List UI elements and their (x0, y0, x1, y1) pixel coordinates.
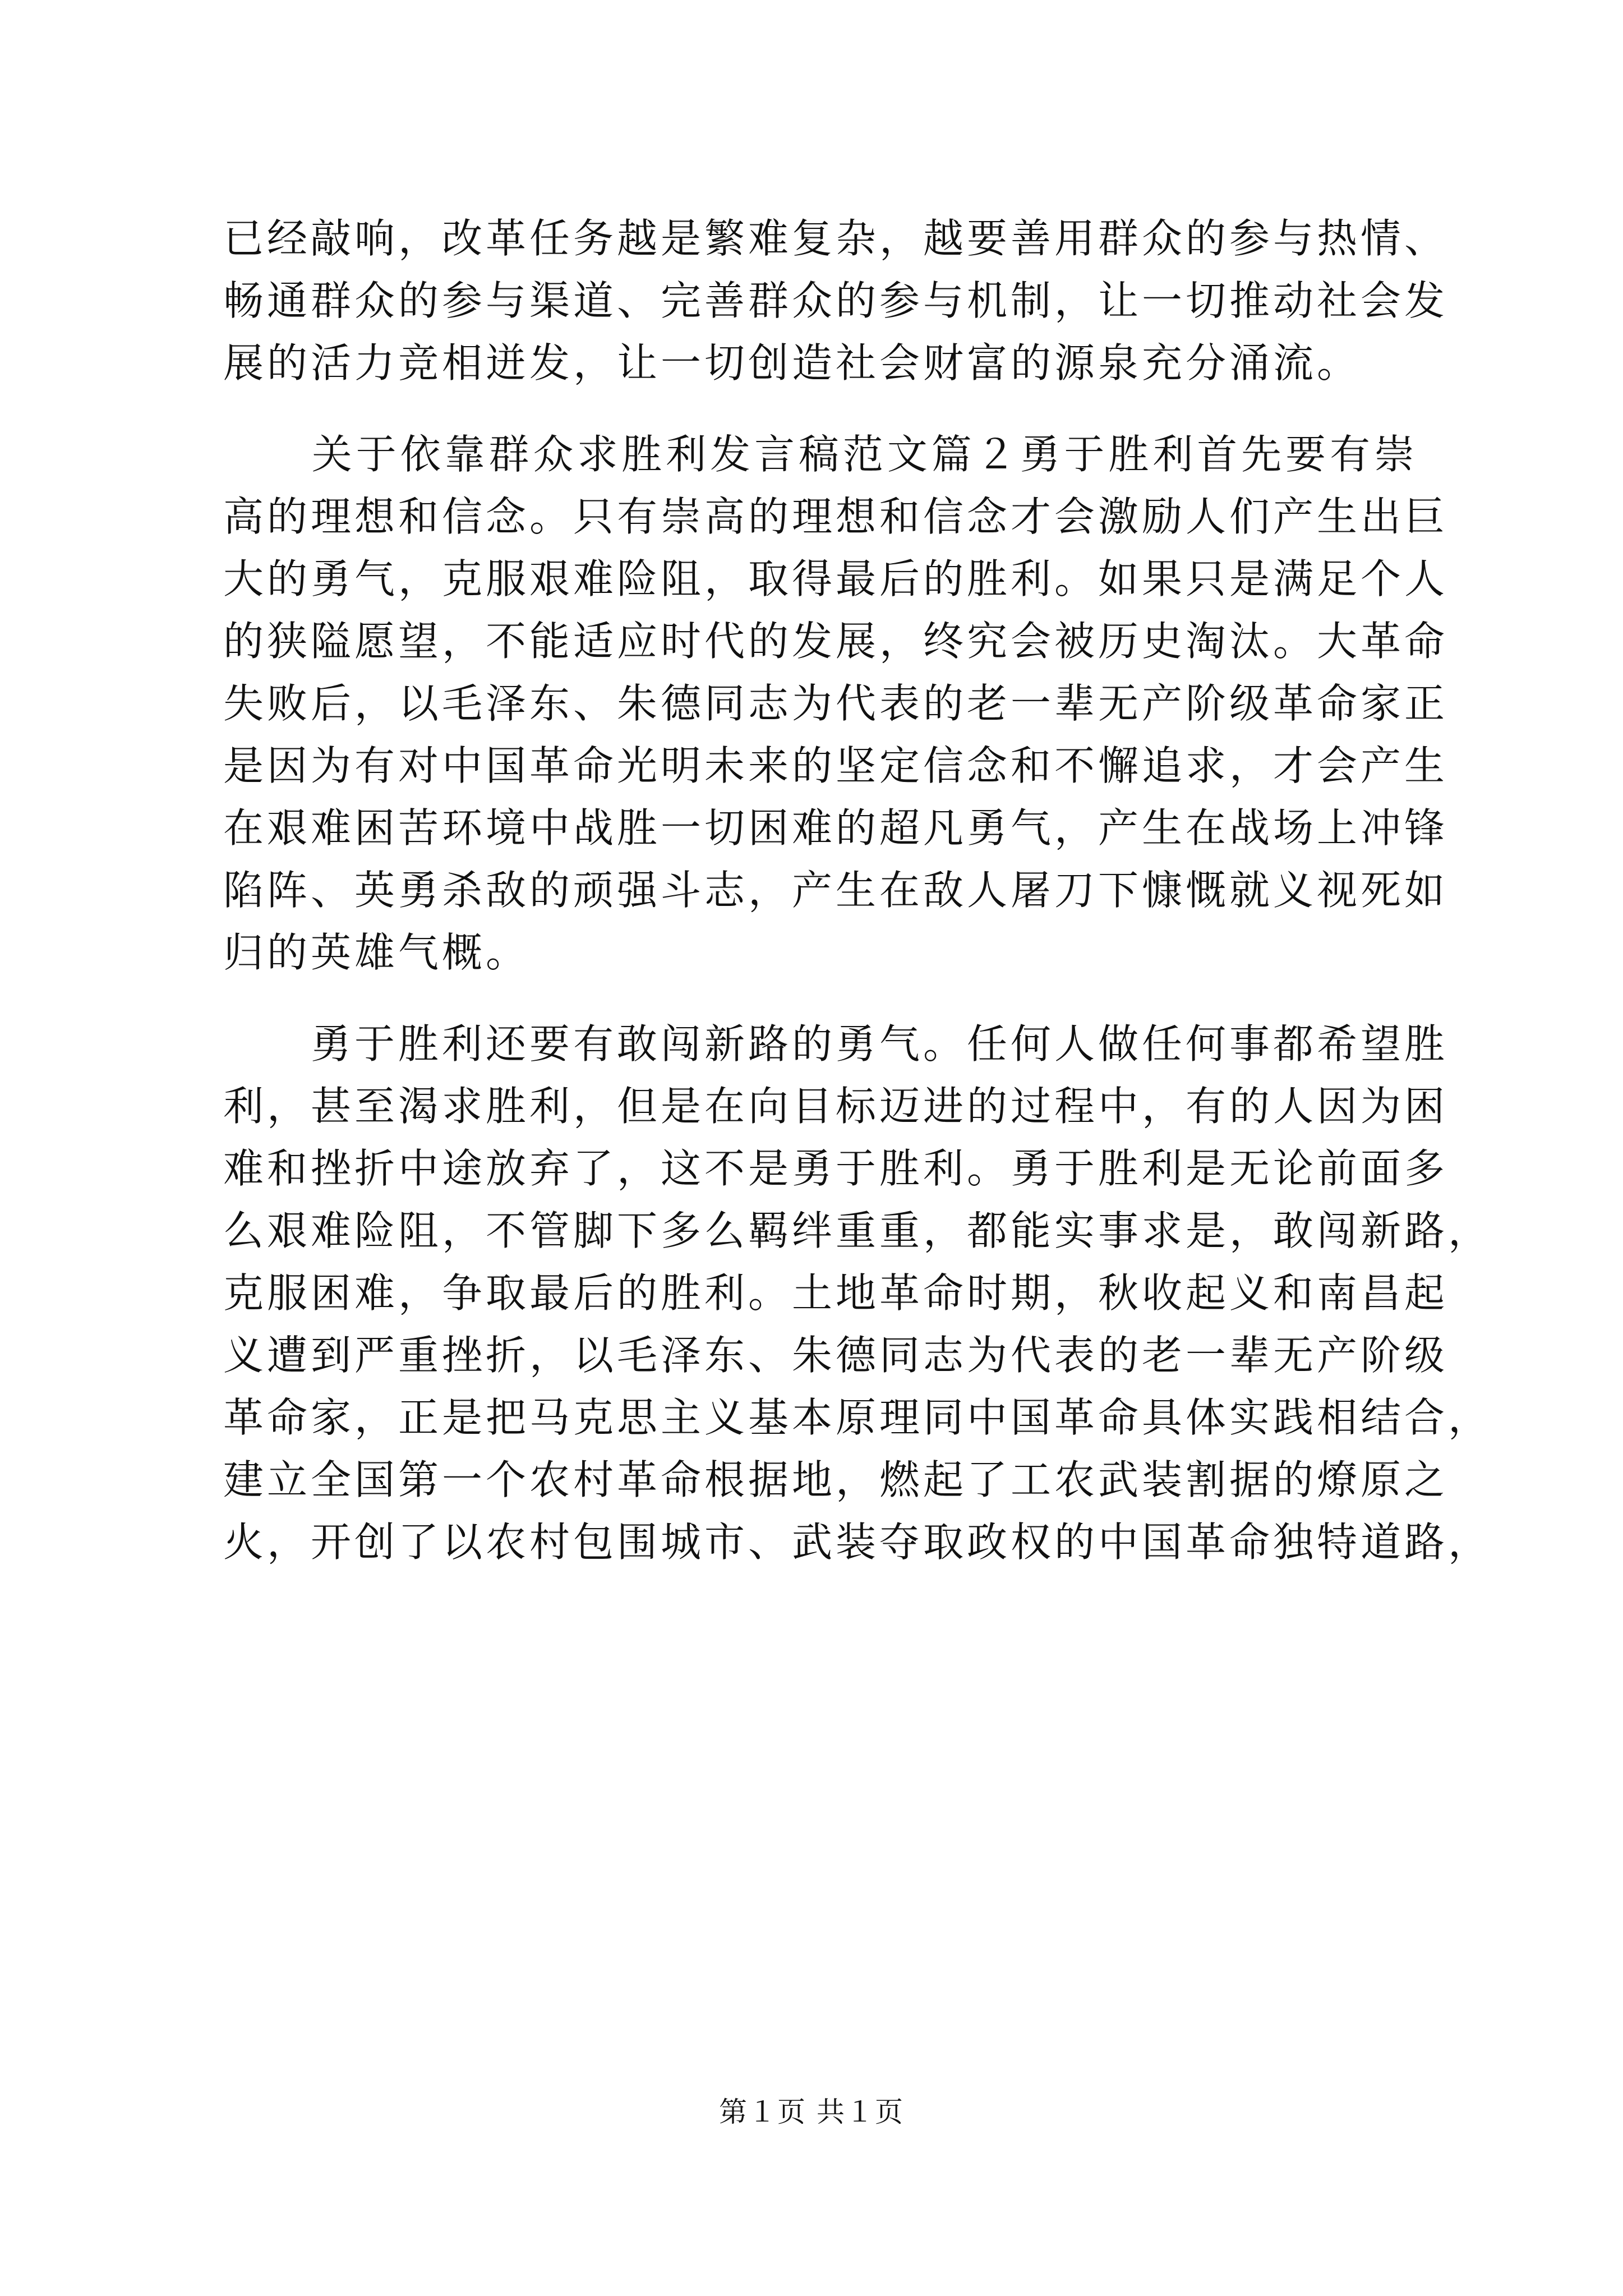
text-line: 革命家，正是把马克思主义基本原理同中国革命具体实践相结合， (223, 1394, 1492, 1441)
text-line: 勇于胜利还要有敢闯新路的勇气。任何人做任何事都希望胜 (223, 1020, 1449, 1068)
text-line: 么艰难险阻，不管脚下多么羁绊重重，都能实事求是，敢闯新路， (223, 1207, 1492, 1254)
text-line: 克服困难，争取最后的胜利。土地革命时期，秋收起义和南昌起 (223, 1269, 1449, 1317)
document-body (223, 208, 1492, 1573)
paragraph-gap (223, 394, 1418, 424)
text-line: 义遭到严重挫折，以毛泽东、朱德同志为代表的老一辈无产阶级 (223, 1332, 1449, 1379)
page-number-label: 第１页 共１页 (719, 2096, 904, 2128)
text-line: 畅通群众的参与渠道、完善群众的参与机制，让一切推动社会发 (223, 277, 1449, 324)
text-line: 失败后，以毛泽东、朱德同志为代表的老一辈无产阶级革命家正 (223, 680, 1449, 727)
text-line: 已经敲响，改革任务越是繁难复杂，越要善用群众的参与热情、 (223, 215, 1449, 262)
page-footer (0, 2090, 1623, 2130)
text-line: 关于依靠群众求胜利发言稿范文篇２勇于胜利首先要有崇 (223, 431, 1418, 478)
text-line: 大的勇气，克服艰难险阻，取得最后的胜利。如果只是满足个人 (223, 555, 1449, 602)
text-line: 建立全国第一个农村革命根据地，燃起了工农武装割据的燎原之 (223, 1456, 1449, 1503)
text-line: 难和挫折中途放弃了，这不是勇于胜利。勇于胜利是无论前面多 (223, 1145, 1449, 1192)
text-line: 火，开创了以农村包围城市、武装夺取政权的中国革命独特道路， (223, 1519, 1492, 1566)
text-line: 利，甚至渴求胜利，但是在向目标迈进的过程中，有的人因为困 (223, 1083, 1449, 1130)
text-line: 是因为有对中国革命光明未来的坚定信念和不懈追求，才会产生 (223, 742, 1449, 789)
text-line: 归的英雄气概。 (223, 929, 530, 976)
text-line: 陷阵、英勇杀敌的顽强斗志，产生在敌人屠刀下慷慨就义视死如 (223, 867, 1449, 914)
paragraph-gap (223, 984, 1418, 1013)
text-line: 展的活力竞相迸发，让一切创造社会财富的源泉充分涌流。 (223, 339, 1361, 386)
text-line: 在艰难困苦环境中战胜一切困难的超凡勇气，产生在战场上冲锋 (223, 804, 1449, 852)
text-line: 高的理想和信念。只有崇高的理想和信念才会激励人们产生出巨 (223, 493, 1449, 540)
text-line: 的狭隘愿望，不能适应时代的发展，终究会被历史淘汰。大革命 (223, 618, 1449, 665)
